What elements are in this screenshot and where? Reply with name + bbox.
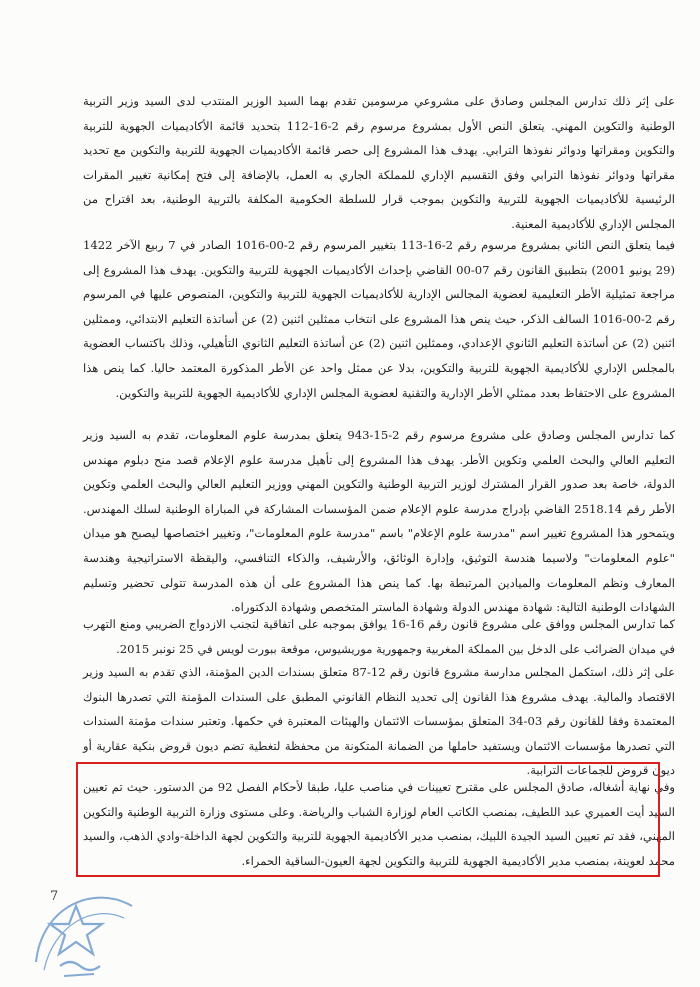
- paragraph-tax-convention: كما تدارس المجلس ووافق على مشروع قانون رقم 16-16 يوافق بموجبه على اتفاقية لتجنب الازدواج الضريبي ومنع التهرب في ميدان الضرائب على الدخل بين المملكة المغربية وجمهورية موريشيوس، موقعة ببورت لويس في 25 نونبر 2015.: [83, 617, 675, 656]
- paragraph-board-membership-decree: فيما يتعلق النص الثاني بمشروع مرسوم رقم 2-16-113 بتغيير المرسوم رقم 2-00-1016 الصادر في 7 ربيع الآخر 1422 (29 يونيو 2001) بتطبيق القانون رقم 07-00 القاضي بإحداث الأكاديميات الجهوية للتربية والتكوين. يهدف هذا المشروع إلى مراجعة تمثيلية الأطر التعليمية لعضوية المجالس الإدارية للأكاديميات الجهوية للتربية والتكوين، المنصوص عليها في المرسوم رقم 2-00-1016 السالف الذكر، حيث ينص هذا المشروع على انتخاب ممثلين اثنين (2) عن أساتذة التعليم الابتدائي، وممثلين اثنين (2) عن أساتذة التعليم الثانوي الإعدادي، وممثلين اثنين (2) عن أساتذة التعليم الثانوي التأهيلي، وذلك باكتساب العضوية بالمجلس الإداري للأكاديمية الجهوية للتربية والتكوين، بدلا عن ممثل واحد عن الأطر المذكورة المعتمد حاليا. كما ينص هذا المشروع على الاحتفاظ بعدد ممثلي الأطر الإدارية والتقنية لعضوية المجلس الإداري للأكاديمية الجهوية للتربية والتكوين.: [83, 238, 676, 400]
- page-number: 7: [50, 889, 59, 904]
- paragraph-education-academies: على إثر ذلك تدارس المجلس وصادق على مشروعي مرسومين تقدم بهما السيد الوزير المنتدب لدى السيد وزير التربية الوطنية والتكوين المهني. يتعلق النص الأول بمشروع مرسوم رقم 2-16-112 بتحديد قائمة الأكاديميات الجهوية للتربية والتكوين ومقراتها ودوائر نفوذها الترابي. يهدف هذا المشروع إلى حصر قائمة الأكاديميات الجهوية للتربية والتكوين مع تحديد مقراتها ودوائر نفوذها الترابي وفق التقسيم الإداري للمملكة الجاري به العمل، بالإضافة إلى فتح إمكانية تغيير المقرات الرئيسية للأكاديميات الجهوية للتربية والتكوين بموجب قرار للسلطة الحكومية المكلفة بالتربية الوطنية، بعد اقتراح من المجلس الإداري للأكاديمية المعنية.: [83, 94, 675, 231]
- highlight-box: [76, 762, 660, 877]
- paragraph-covered-bonds-law: على إثر ذلك، استكمل المجلس مدارسة مشروع قانون رقم 12-87 متعلق بسندات الدين المؤمنة، الذي تقدم به السيد وزير الاقتصاد والمالية. يهدف مشروع هذا القانون إلى تحديد النظام القانوني المطبق على السندات المؤمنة التي تصدرها البنوك المعتمدة وفقا للقانون رقم 03-34 المتعلق بمؤسسات الائتمان والهيئات المعتبرة في حكمها. وتعتبر سندات مؤمنة السندات التي تصدرها مؤسسات الائتمان ويستفيد حاملها من الضمانة المتكونة من محفظة لتغطية تضم ديون قروض بنكية عقارية أو ديون قروض للجماعات الترابية.: [83, 665, 675, 778]
- paragraph-senior-appointments: وفي نهاية أشغاله، صادق المجلس على مقترح تعيينات في مناصب عليا، طبقا لأحكام الفصل 92 من الدستور. حيث تم تعيين السيد أيت العميري عبد اللطيف، بمنصب الكاتب العام لوزارة الشباب والرياضة. وعلى مستوى وزارة التربية الوطنية والتكوين المهني، فقد تم تعيين السيد الجيدة اللبيك، بمنصب مدير الأكاديمية الجهوية للتربية والتكوين لجهة الداخلة-وادي الذهب، والسيد محمد لعوينة، بمنصب مدير الأكاديمية الجهوية للتربية والتكوين لجهة العيون-الساقية الحمراء.: [83, 780, 675, 868]
- ministry-stamp-seal: [24, 866, 142, 987]
- paragraph-information-sciences-school: كما تدارس المجلس وصادق على مشروع مرسوم رقم 2-15-943 يتعلق بمدرسة علوم المعلومات، تقدم به السيد وزير التعليم العالي والبحث العلمي وتكوين الأطر. يهدف هذا المشروع إلى تأهيل مدرسة علوم الإعلام قصد منح دبلوم مهندس الدولة، خاصة بعد صدور القرار المشترك لوزير التربية الوطنية والتكوين المهني ووزير التعليم العالي والبحث العلمي وتكوين الأطر رقم 2518.14 القاضي بإدراج مدرسة علوم الإعلام ضمن المؤسسات المشاركة في المباراة الوطنية لسلك المهندس. ويتمحور هذا المشروع تغيير اسم "مدرسة علوم الإعلام" باسم "مدرسة علوم المعلومات"، وتغيير اختصاصها ليصبح هو ميدان "علوم المعلومات" ولاسيما هندسة التوثيق، وإدارة الوثائق، والأرشيف، والذكاء التنافسي، واليقظة الاستراتيجية وهندسة المعارف ونظم المعلومات والميادين المرتبطة بها. كما ينص هذا المشروع على أن هذه المدرسة تتولى تحضير وتسليم الشهادات الوطنية التالية: شهادة مهندس الدولة وشهادة الماستر المتخصص وشهادة الدكتوراه.: [83, 428, 676, 615]
